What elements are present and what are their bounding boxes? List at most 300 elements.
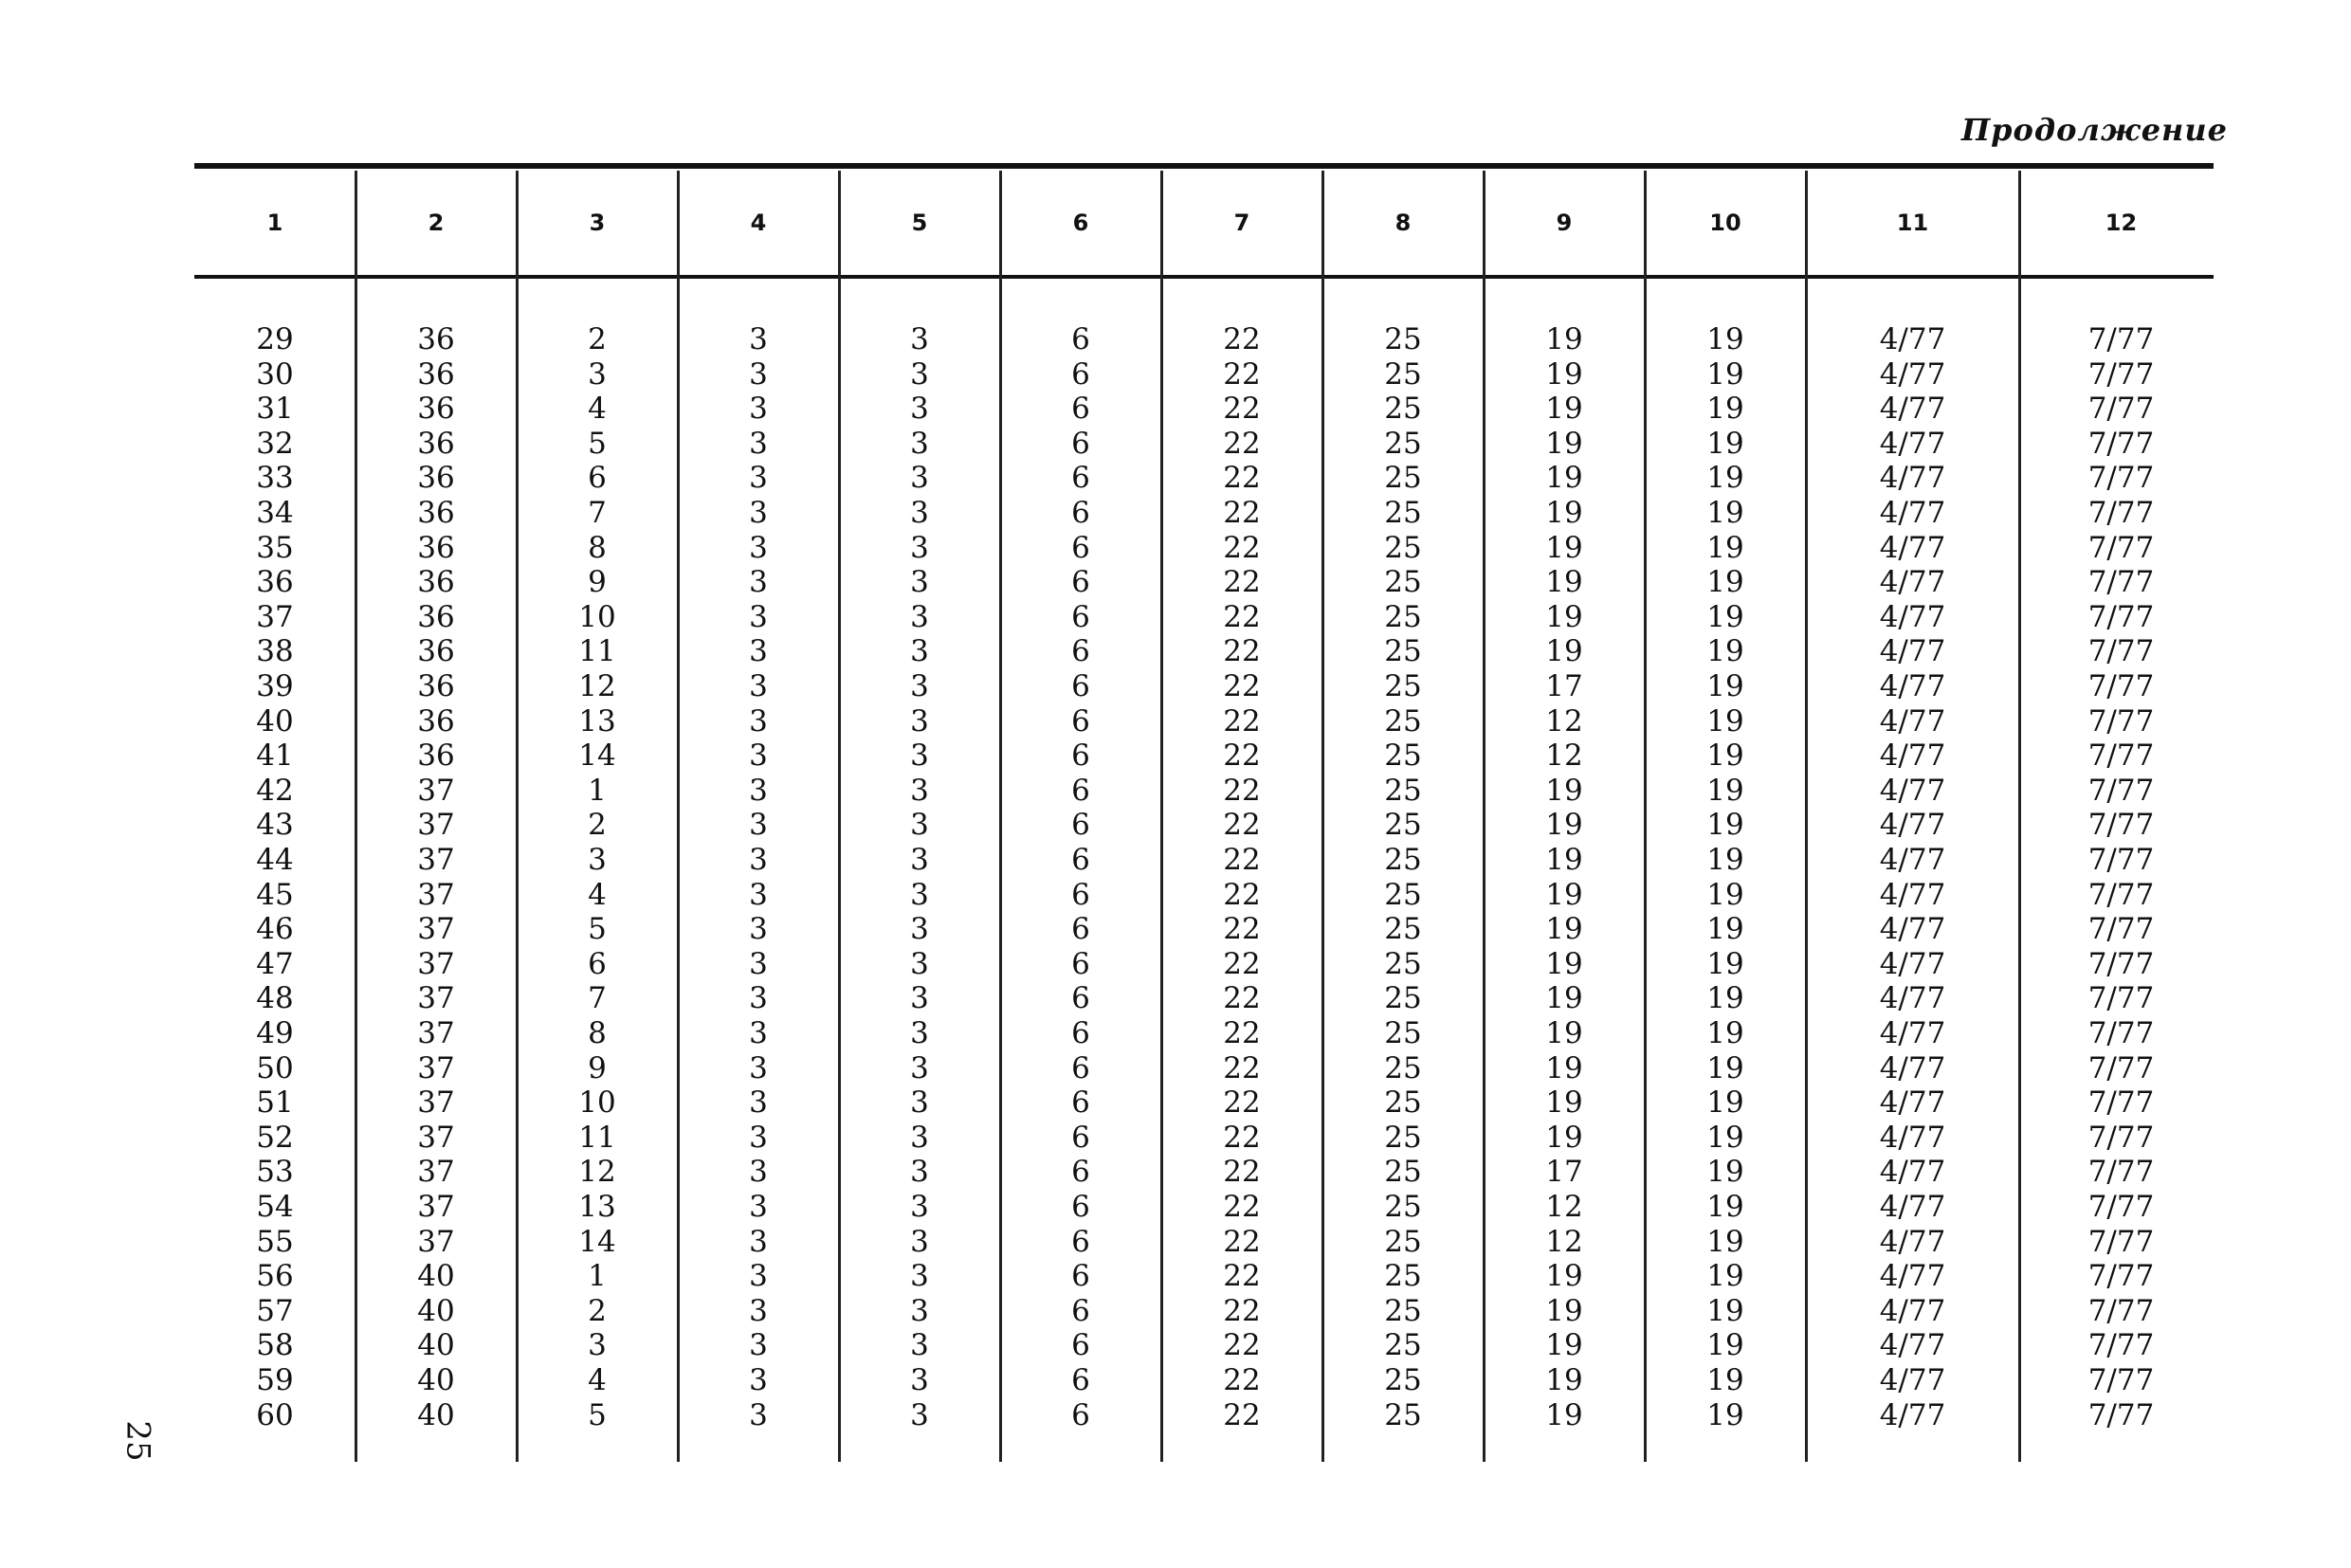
table-row xyxy=(194,1294,2214,1328)
column-separator xyxy=(1160,171,1163,1462)
table-cell: 19 xyxy=(1545,496,1583,530)
table-cell: 7/77 xyxy=(2087,1050,2155,1085)
table-cell: 22 xyxy=(1223,496,1261,530)
table-cell: 19 xyxy=(1706,703,1744,738)
table-row xyxy=(194,600,2214,634)
table-cell: 25 xyxy=(1384,322,1422,356)
table-row xyxy=(194,878,2214,912)
table-cell: 25 xyxy=(1384,426,1422,461)
table-cell: 14 xyxy=(578,738,616,774)
table-cell: 5 xyxy=(588,1397,607,1432)
table-cell: 37 xyxy=(256,599,294,634)
table-cell: 25 xyxy=(1384,599,1422,634)
table-cell: 4/77 xyxy=(1879,1190,1946,1224)
table-cell: 37 xyxy=(417,1016,455,1050)
table-cell: 6 xyxy=(1071,877,1090,912)
table-cell: 2 xyxy=(588,322,607,356)
column-separator xyxy=(516,171,519,1462)
table-cell: 4/77 xyxy=(1879,773,1946,808)
table-cell: 19 xyxy=(1545,1293,1583,1328)
column-header: 9 xyxy=(1556,210,1573,236)
column-header: 6 xyxy=(1072,210,1089,236)
table-cell: 59 xyxy=(256,1363,294,1397)
table-cell: 6 xyxy=(1071,773,1090,808)
table-cell: 7/77 xyxy=(2087,322,2155,356)
table-cell: 12 xyxy=(1545,1190,1583,1224)
table-cell: 22 xyxy=(1223,738,1261,774)
table-cell: 3 xyxy=(910,530,929,565)
table-cell: 3 xyxy=(910,599,929,634)
table-cell: 3 xyxy=(749,808,768,843)
table-cell: 19 xyxy=(1706,530,1744,565)
table-cell: 25 xyxy=(1384,981,1422,1016)
table-cell: 19 xyxy=(1545,1120,1583,1155)
table-cell: 25 xyxy=(1384,912,1422,947)
table-cell: 3 xyxy=(910,1363,929,1397)
table-cell: 7/77 xyxy=(2087,946,2155,981)
table-cell: 19 xyxy=(1545,565,1583,600)
table-cell: 7/77 xyxy=(2087,1224,2155,1259)
table-cell: 22 xyxy=(1223,1224,1261,1259)
table-row xyxy=(194,1259,2214,1293)
table-cell: 7/77 xyxy=(2087,843,2155,877)
table-cell: 55 xyxy=(256,1224,294,1259)
table-cell: 7/77 xyxy=(2087,1155,2155,1190)
table-cell: 3 xyxy=(749,1224,768,1259)
table-cell: 3 xyxy=(910,843,929,877)
table-cell: 7/77 xyxy=(2087,703,2155,738)
table-cell: 19 xyxy=(1706,1120,1744,1155)
table-cell: 11 xyxy=(578,634,616,669)
table-cell: 37 xyxy=(417,1155,455,1190)
table-cell: 4/77 xyxy=(1879,981,1946,1016)
table-cell: 19 xyxy=(1545,1328,1583,1363)
table-cell: 30 xyxy=(256,356,294,392)
table-cell: 3 xyxy=(910,1190,929,1224)
column-header: 7 xyxy=(1233,210,1250,236)
table-cell: 40 xyxy=(417,1328,455,1363)
table-cell: 4/77 xyxy=(1879,808,1946,843)
column-header: 4 xyxy=(750,210,767,236)
table-cell: 19 xyxy=(1545,1050,1583,1085)
column-header: 11 xyxy=(1896,210,1929,236)
table-cell: 6 xyxy=(1071,703,1090,738)
table-cell: 25 xyxy=(1384,1085,1422,1121)
table-cell: 6 xyxy=(1071,392,1090,427)
table-cell: 37 xyxy=(417,877,455,912)
table-cell: 19 xyxy=(1545,426,1583,461)
table-cell: 13 xyxy=(578,703,616,738)
table-cell: 19 xyxy=(1545,392,1583,427)
table-cell: 7/77 xyxy=(2087,912,2155,947)
column-header: 1 xyxy=(266,210,283,236)
table-cell: 5 xyxy=(588,426,607,461)
table-cell: 37 xyxy=(417,981,455,1016)
table-cell: 4/77 xyxy=(1879,1363,1946,1397)
table-cell: 22 xyxy=(1223,356,1261,392)
table-cell: 6 xyxy=(1071,426,1090,461)
table-cell: 4/77 xyxy=(1879,1328,1946,1363)
column-separator xyxy=(1805,171,1808,1462)
table-cell: 4 xyxy=(588,877,607,912)
table-header-rule xyxy=(194,275,2214,279)
table-cell: 3 xyxy=(588,1328,607,1363)
table-cell: 36 xyxy=(417,322,455,356)
table-cell: 19 xyxy=(1545,912,1583,947)
table-cell: 52 xyxy=(256,1120,294,1155)
column-separator xyxy=(1321,171,1324,1462)
table-cell: 25 xyxy=(1384,773,1422,808)
table-cell: 3 xyxy=(749,565,768,600)
table-cell: 3 xyxy=(910,356,929,392)
table-cell: 1 xyxy=(588,1259,607,1294)
table-cell: 3 xyxy=(749,496,768,530)
table-cell: 54 xyxy=(256,1190,294,1224)
table-cell: 25 xyxy=(1384,530,1422,565)
table-cell: 7/77 xyxy=(2087,599,2155,634)
table-cell: 9 xyxy=(588,565,607,600)
table-cell: 7/77 xyxy=(2087,1190,2155,1224)
table-cell: 3 xyxy=(588,843,607,877)
table-cell: 19 xyxy=(1545,773,1583,808)
table-cell: 4/77 xyxy=(1879,496,1946,530)
table-cell: 37 xyxy=(417,1120,455,1155)
table-cell: 6 xyxy=(1071,669,1090,703)
page-number: 25 xyxy=(118,1420,157,1462)
table-cell: 3 xyxy=(749,703,768,738)
table-cell: 12 xyxy=(578,669,616,703)
table-row xyxy=(194,392,2214,426)
table-cell: 37 xyxy=(417,843,455,877)
table-cell: 41 xyxy=(256,738,294,774)
table-cell: 7/77 xyxy=(2087,426,2155,461)
table-cell: 12 xyxy=(1545,1224,1583,1259)
table-cell: 4/77 xyxy=(1879,1016,1946,1050)
table-cell: 36 xyxy=(417,530,455,565)
table-cell: 1 xyxy=(588,773,607,808)
table-cell: 22 xyxy=(1223,1120,1261,1155)
table-cell: 19 xyxy=(1706,1085,1744,1121)
table-cell: 6 xyxy=(1071,322,1090,356)
table-cell: 19 xyxy=(1706,599,1744,634)
table-cell: 19 xyxy=(1706,565,1744,600)
table-cell: 22 xyxy=(1223,1085,1261,1121)
table-cell: 22 xyxy=(1223,669,1261,703)
table-cell: 19 xyxy=(1706,773,1744,808)
table-cell: 35 xyxy=(256,530,294,565)
table-cell: 25 xyxy=(1384,1155,1422,1190)
table-cell: 37 xyxy=(417,912,455,947)
table-cell: 6 xyxy=(1071,356,1090,392)
table-cell: 22 xyxy=(1223,843,1261,877)
column-separator xyxy=(838,171,841,1462)
table-row xyxy=(194,565,2214,599)
table-cell: 7/77 xyxy=(2087,461,2155,496)
table-cell: 3 xyxy=(749,322,768,356)
table-cell: 40 xyxy=(417,1293,455,1328)
table-cell: 3 xyxy=(910,738,929,774)
table-cell: 19 xyxy=(1545,877,1583,912)
table-cell: 3 xyxy=(749,461,768,496)
table-cell: 19 xyxy=(1706,1016,1744,1050)
table-cell: 7/77 xyxy=(2087,773,2155,808)
table-cell: 4/77 xyxy=(1879,669,1946,703)
table-cell: 6 xyxy=(1071,1224,1090,1259)
table-cell: 36 xyxy=(417,356,455,392)
table-cell: 3 xyxy=(910,1224,929,1259)
table-cell: 6 xyxy=(1071,808,1090,843)
table-cell: 22 xyxy=(1223,1016,1261,1050)
table-cell: 3 xyxy=(910,912,929,947)
table-cell: 3 xyxy=(749,843,768,877)
table-cell: 19 xyxy=(1706,843,1744,877)
table-cell: 7/77 xyxy=(2087,669,2155,703)
table-row xyxy=(194,774,2214,808)
table-cell: 6 xyxy=(1071,912,1090,947)
table-cell: 6 xyxy=(1071,1050,1090,1085)
table-cell: 22 xyxy=(1223,1259,1261,1294)
table-cell: 6 xyxy=(1071,1363,1090,1397)
table-row xyxy=(194,1051,2214,1085)
table-cell: 4/77 xyxy=(1879,530,1946,565)
table-cell: 2 xyxy=(588,1293,607,1328)
table-cell: 33 xyxy=(256,461,294,496)
table-cell: 6 xyxy=(588,461,607,496)
table-cell: 19 xyxy=(1706,634,1744,669)
table-cell: 22 xyxy=(1223,392,1261,427)
table-cell: 7/77 xyxy=(2087,1293,2155,1328)
table-cell: 25 xyxy=(1384,946,1422,981)
table-cell: 4/77 xyxy=(1879,565,1946,600)
table-row xyxy=(194,1190,2214,1224)
table-cell: 19 xyxy=(1545,634,1583,669)
table-cell: 19 xyxy=(1706,1190,1744,1224)
table-cell: 19 xyxy=(1545,946,1583,981)
table-cell: 3 xyxy=(749,946,768,981)
table-cell: 22 xyxy=(1223,1397,1261,1432)
table-cell: 25 xyxy=(1384,392,1422,427)
table-cell: 19 xyxy=(1706,738,1744,774)
table-cell: 19 xyxy=(1706,1397,1744,1432)
table-cell: 6 xyxy=(1071,1328,1090,1363)
table-cell: 3 xyxy=(749,1397,768,1432)
table-cell: 37 xyxy=(417,1050,455,1085)
table-cell: 36 xyxy=(417,461,455,496)
table-cell: 3 xyxy=(910,808,929,843)
table-cell: 36 xyxy=(417,392,455,427)
table-cell: 40 xyxy=(417,1259,455,1294)
table-cell: 9 xyxy=(588,1050,607,1085)
table-cell: 43 xyxy=(256,808,294,843)
table-cell: 2 xyxy=(588,808,607,843)
table-cell: 4/77 xyxy=(1879,843,1946,877)
table-row xyxy=(194,1121,2214,1155)
table-cell: 3 xyxy=(749,530,768,565)
table-cell: 3 xyxy=(749,356,768,392)
table-cell: 12 xyxy=(1545,738,1583,774)
table-cell: 3 xyxy=(749,1293,768,1328)
table-cell: 11 xyxy=(578,1120,616,1155)
table-cell: 3 xyxy=(910,634,929,669)
table-cell: 37 xyxy=(417,1085,455,1121)
table-cell: 4/77 xyxy=(1879,634,1946,669)
column-header: 2 xyxy=(428,210,445,236)
table-cell: 6 xyxy=(1071,981,1090,1016)
table-cell: 3 xyxy=(749,1190,768,1224)
table-cell: 3 xyxy=(910,1120,929,1155)
table-cell: 47 xyxy=(256,946,294,981)
table-cell: 4/77 xyxy=(1879,426,1946,461)
column-separator xyxy=(2018,171,2021,1462)
column-header: 5 xyxy=(911,210,928,236)
table-cell: 6 xyxy=(1071,599,1090,634)
table-cell: 3 xyxy=(910,877,929,912)
table-cell: 7/77 xyxy=(2087,1016,2155,1050)
table-cell: 4/77 xyxy=(1879,1259,1946,1294)
table-row xyxy=(194,1363,2214,1397)
table-cell: 22 xyxy=(1223,1293,1261,1328)
table-cell: 3 xyxy=(749,1155,768,1190)
table-cell: 3 xyxy=(749,1085,768,1121)
table-cell: 7/77 xyxy=(2087,1328,2155,1363)
table-cell: 22 xyxy=(1223,981,1261,1016)
table-cell: 3 xyxy=(749,392,768,427)
table-cell: 14 xyxy=(578,1224,616,1259)
table-row xyxy=(194,1016,2214,1050)
table-cell: 3 xyxy=(749,426,768,461)
column-separator xyxy=(355,171,357,1462)
table-cell: 25 xyxy=(1384,1190,1422,1224)
table-row xyxy=(194,634,2214,668)
table-cell: 19 xyxy=(1706,1259,1744,1294)
table-row xyxy=(194,704,2214,738)
table-cell: 19 xyxy=(1545,981,1583,1016)
table-cell: 4 xyxy=(588,1363,607,1397)
table-cell: 39 xyxy=(256,669,294,703)
table-cell: 6 xyxy=(1071,946,1090,981)
data-table xyxy=(194,163,2214,1464)
table-cell: 7/77 xyxy=(2087,496,2155,530)
table-cell: 51 xyxy=(256,1085,294,1121)
table-cell: 19 xyxy=(1706,1328,1744,1363)
table-cell: 22 xyxy=(1223,808,1261,843)
table-cell: 7/77 xyxy=(2087,1085,2155,1121)
table-cell: 3 xyxy=(910,322,929,356)
table-cell: 4/77 xyxy=(1879,1120,1946,1155)
table-row xyxy=(194,1328,2214,1362)
table-cell: 19 xyxy=(1545,461,1583,496)
table-cell: 3 xyxy=(749,738,768,774)
table-top-rule xyxy=(194,163,2214,169)
table-cell: 3 xyxy=(910,946,929,981)
table-row xyxy=(194,808,2214,842)
table-cell: 6 xyxy=(1071,461,1090,496)
table-cell: 7/77 xyxy=(2087,1259,2155,1294)
table-header-row xyxy=(194,173,2214,273)
table-cell: 13 xyxy=(578,1190,616,1224)
table-cell: 7/77 xyxy=(2087,1120,2155,1155)
table-cell: 36 xyxy=(417,634,455,669)
table-cell: 6 xyxy=(1071,565,1090,600)
table-cell: 6 xyxy=(1071,496,1090,530)
table-cell: 22 xyxy=(1223,877,1261,912)
table-cell: 25 xyxy=(1384,808,1422,843)
table-cell: 37 xyxy=(417,1190,455,1224)
table-cell: 25 xyxy=(1384,634,1422,669)
table-cell: 6 xyxy=(1071,1120,1090,1155)
table-row xyxy=(194,461,2214,495)
column-header: 3 xyxy=(589,210,606,236)
table-cell: 7/77 xyxy=(2087,1363,2155,1397)
table-row xyxy=(194,669,2214,703)
table-cell: 3 xyxy=(910,1016,929,1050)
table-cell: 22 xyxy=(1223,530,1261,565)
table-cell: 3 xyxy=(910,773,929,808)
table-cell: 37 xyxy=(417,1224,455,1259)
table-cell: 5 xyxy=(588,912,607,947)
table-cell: 7/77 xyxy=(2087,634,2155,669)
table-cell: 19 xyxy=(1706,669,1744,703)
table-cell: 25 xyxy=(1384,1224,1422,1259)
table-cell: 36 xyxy=(417,565,455,600)
table-cell: 6 xyxy=(1071,1397,1090,1432)
table-cell: 3 xyxy=(910,1155,929,1190)
column-header: 12 xyxy=(2105,210,2138,236)
table-cell: 46 xyxy=(256,912,294,947)
table-cell: 36 xyxy=(417,669,455,703)
continuation-label: Продолжение xyxy=(1960,112,2228,148)
table-cell: 19 xyxy=(1706,946,1744,981)
table-cell: 19 xyxy=(1706,1155,1744,1190)
table-cell: 4/77 xyxy=(1879,1085,1946,1121)
table-cell: 4/77 xyxy=(1879,946,1946,981)
table-cell: 19 xyxy=(1545,530,1583,565)
table-cell: 22 xyxy=(1223,1363,1261,1397)
table-cell: 25 xyxy=(1384,356,1422,392)
table-cell: 7/77 xyxy=(2087,1397,2155,1432)
table-cell: 3 xyxy=(910,703,929,738)
table-cell: 19 xyxy=(1545,843,1583,877)
table-cell: 6 xyxy=(1071,738,1090,774)
table-row xyxy=(194,738,2214,773)
table-cell: 4/77 xyxy=(1879,356,1946,392)
table-cell: 3 xyxy=(910,565,929,600)
table-row xyxy=(194,912,2214,946)
table-cell: 25 xyxy=(1384,703,1422,738)
table-cell: 37 xyxy=(417,808,455,843)
table-cell: 22 xyxy=(1223,1050,1261,1085)
table-cell: 37 xyxy=(417,773,455,808)
table-cell: 22 xyxy=(1223,634,1261,669)
table-cell: 6 xyxy=(588,946,607,981)
table-cell: 36 xyxy=(417,599,455,634)
table-cell: 3 xyxy=(749,1050,768,1085)
table-cell: 49 xyxy=(256,1016,294,1050)
table-cell: 4/77 xyxy=(1879,322,1946,356)
table-cell: 25 xyxy=(1384,565,1422,600)
table-cell: 31 xyxy=(256,392,294,427)
table-cell: 45 xyxy=(256,877,294,912)
table-cell: 48 xyxy=(256,981,294,1016)
table-cell: 3 xyxy=(910,1050,929,1085)
table-cell: 6 xyxy=(1071,1016,1090,1050)
table-cell: 6 xyxy=(1071,1293,1090,1328)
table-cell: 3 xyxy=(910,461,929,496)
table-cell: 17 xyxy=(1545,669,1583,703)
table-cell: 7/77 xyxy=(2087,877,2155,912)
table-cell: 7/77 xyxy=(2087,565,2155,600)
table-row xyxy=(194,496,2214,530)
